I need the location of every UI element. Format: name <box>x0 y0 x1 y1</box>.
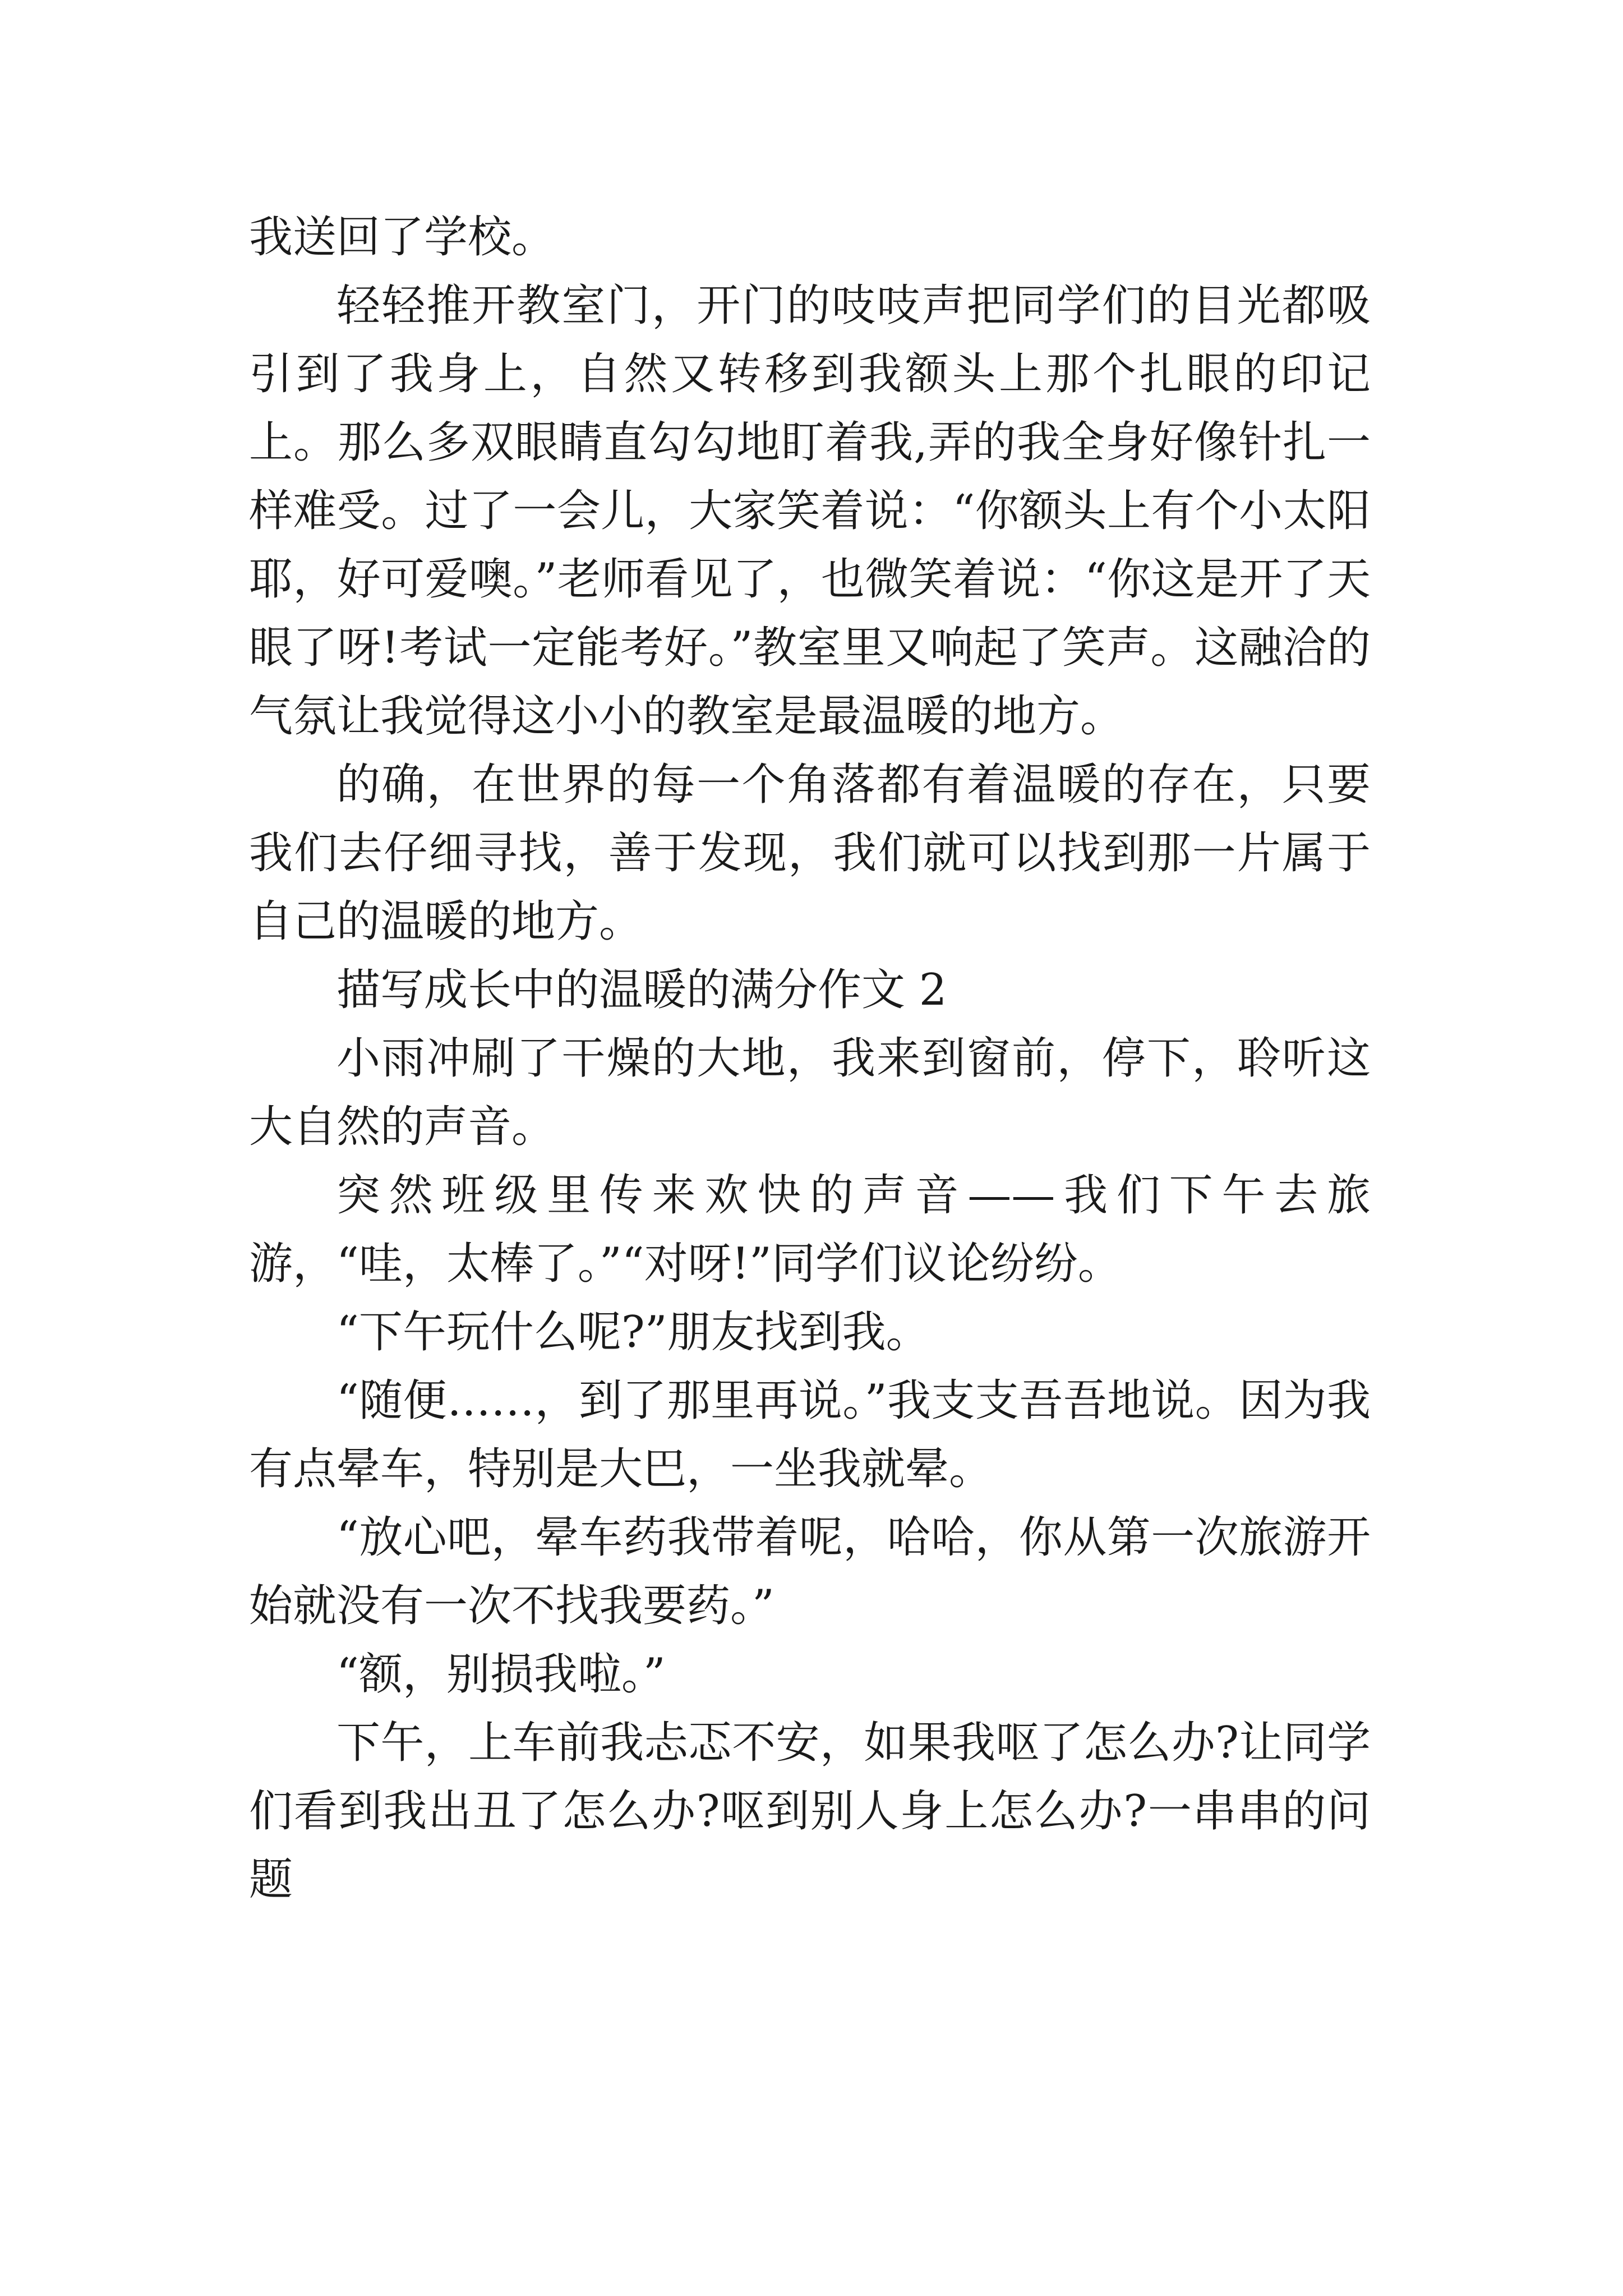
section-heading: 描写成长中的温暖的满分作文 2 <box>336 965 947 1015</box>
paragraph: “额，别损我啦。” <box>336 1649 666 1700</box>
paragraph: “放心吧，晕车药我带着呢，哈哈，你从第一次旅游开始就没有一次不找我要药。” <box>249 1512 1371 1631</box>
paragraph: 小雨冲刷了干燥的大地，我来到窗前，停下，聆听这大自然的声音。 <box>249 1033 1371 1152</box>
paragraph: 轻轻推开教室门，开门的吱吱声把同学们的目光都吸引到了我身上，自然又转移到我额头上那个扎眼的印记上。那么多双眼睛直勾勾地盯着我,弄的我全身好像针扎一样难受。过了一会儿，大家笑着说：“你额头上有个小太阳耶，好可爱噢。”老师看见了，也微笑着说：“你这是开了天眼了呀!考试一定能考好。”教室里又响起了笑声。这融洽的气氛让我觉得这小小的教室是最温暖的地方。 <box>249 280 1371 742</box>
document-body <box>249 203 1371 1914</box>
paragraph: 下午，上车前我忐忑不安，如果我呕了怎么办?让同学们看到我出丑了怎么办?呕到别人身上怎么办?一串串的问题 <box>249 1718 1371 1905</box>
paragraph: “下午玩什么呢?”朋友找到我。 <box>336 1307 930 1358</box>
paragraph: 的确，在世界的每一个角落都有着温暖的存在，只要我们去仔细寻找，善于发现，我们就可以找到那一片属于自己的温暖的地方。 <box>249 760 1371 947</box>
paragraph: 突然班级里传来欢快的声音——我们下午去旅游，“哇，太棒了。”“对呀!”同学们议论纷纷。 <box>249 1170 1371 1289</box>
paragraph: “随便……，到了那里再说。”我支支吾吾地说。因为我有点晕车，特别是大巴，一坐我就晕。 <box>249 1375 1371 1494</box>
paragraph: 我送回了学校。 <box>249 212 556 263</box>
